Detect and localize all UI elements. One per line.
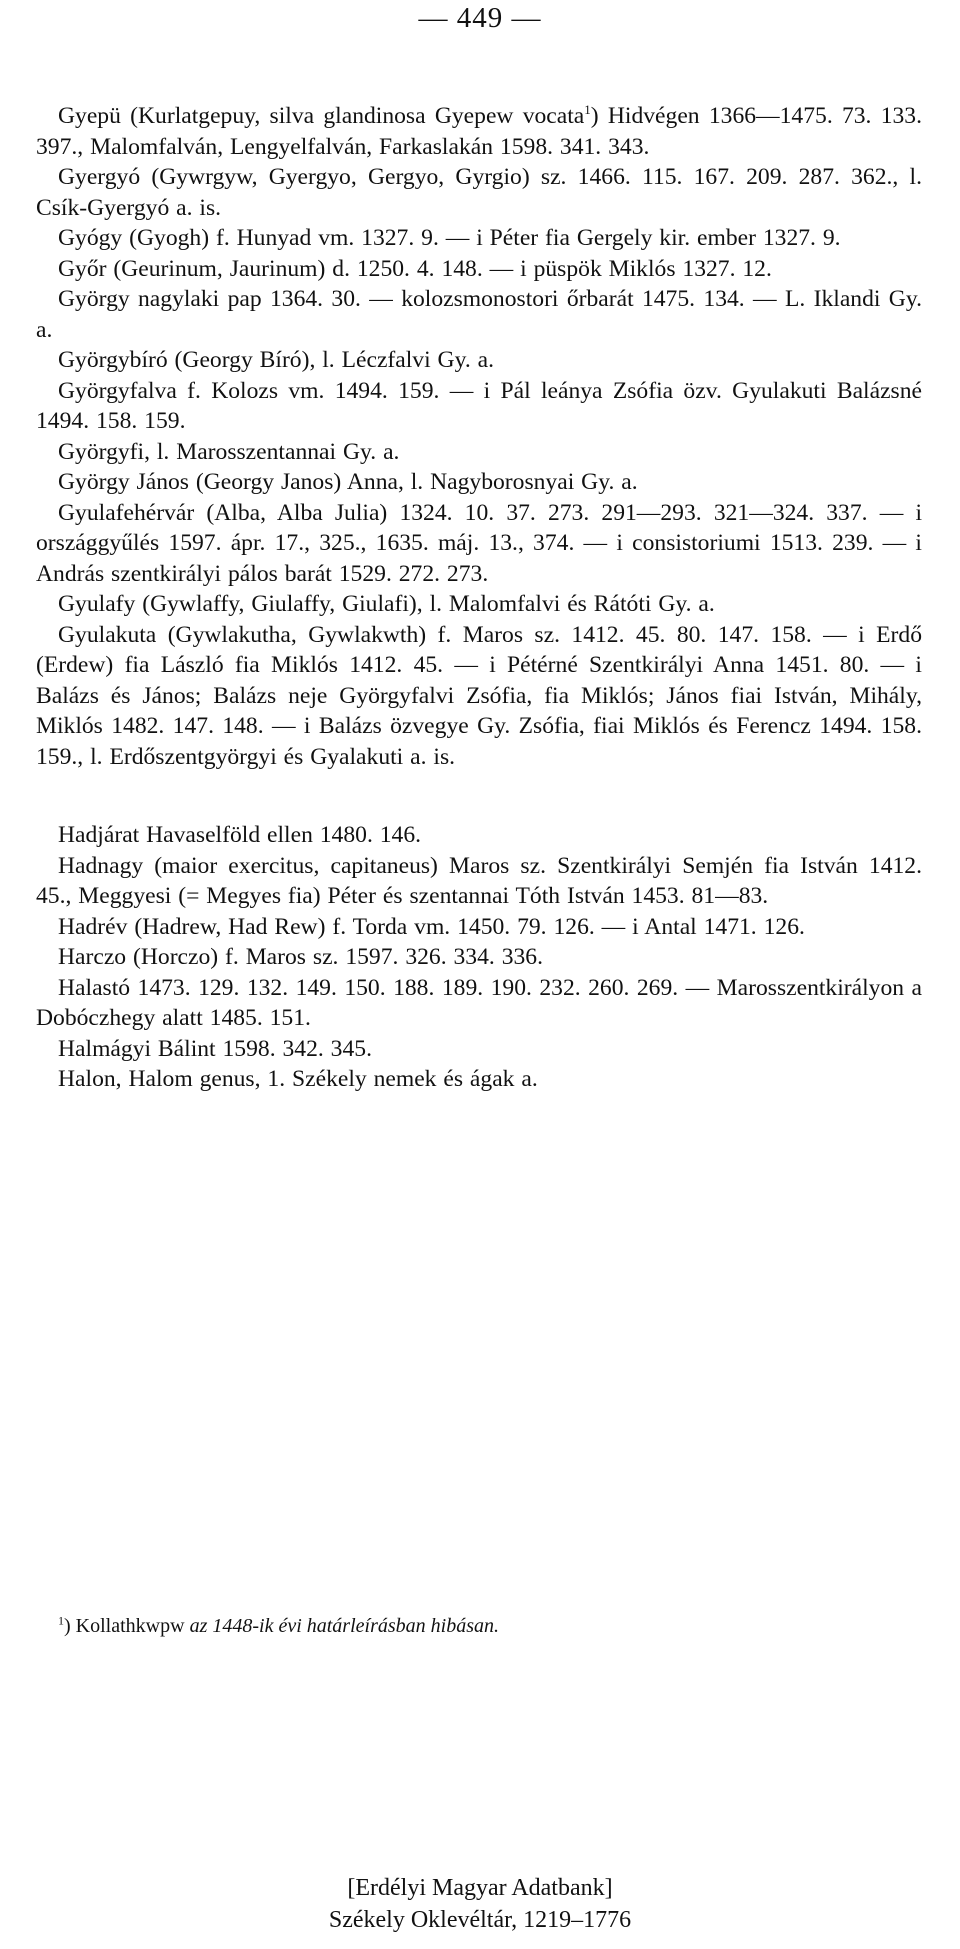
entry-halon: Halon, Halom genus, 1. Székely nemek és ágak a. bbox=[58, 1066, 538, 1092]
entry-hadrev: Hadrév (Hadrew, Had Rew) f. Torda vm. 1450. 79. 126. — i Antal 1471. 126. bbox=[58, 913, 805, 940]
entry-halasto: Halastó 1473. 129. 132. 149. 150. 188. 189. 190. 232. 260. 269. — Marosszentkirályon a Dobóczhegy alatt 1485. 151. bbox=[36, 974, 922, 1031]
entry-list bbox=[36, 101, 922, 1095]
entry-gyorgyfalva: Györgyfalva f. Kolozs vm. 1494. 159. — i Pál leánya Zsófia özv. Gyulakuti Balázsné 1494. 158. 159. bbox=[36, 377, 922, 434]
entry-gyogy: Gyógy (Gyogh) f. Hunyad vm. 1327. 9. — i Péter fia Gergely kir. ember 1327. 9. bbox=[58, 225, 841, 251]
footnote-description: az 1448-ik évi határleírásban hibásan. bbox=[189, 1615, 499, 1637]
entry-hadnagy: Hadnagy (maior exercitus, capitaneus) Maros sz. Szentkirályi Semjén fia István 1412. 45., Meggyesi (= Megyes fia) Péter és szentannai Tóth István 1453. 81—83. bbox=[36, 852, 922, 909]
entry-gyulafehervar: Gyulafehérvár (Alba, Alba Julia) 1324. 10. 37. 273. 291—293. 321—324. 337. — i országgyűlés 1597. ápr. 17., 325., 1635. máj. 13., 374. — i consistoriumi 1513. 239. — i András szentkirályi pálos barát 1529. 272. 273. bbox=[36, 499, 922, 587]
entry-gyepu: Gyepü (Kurlatgepuy, silva glandinosa Gyepew vocata$^1$) Hidvégen 1366—1475. 73. 133. 397., Malomfalván, Lengyelfalván, Farkaslakán 1598. 341. 343. bbox=[36, 102, 922, 160]
footnote-mark: 1 bbox=[58, 1613, 64, 1628]
entry-gyergyo: Gyergyó (Gywrgyw, Gyergyo, Gergyo, Gyrgio) sz. 1466. 115. 167. 209. 287. 362., l. Csík-Gyergyó a. is. bbox=[36, 164, 922, 221]
entry-harczo: Harczo (Horczo) f. Maros sz. 1597. 326. 334. 336. bbox=[58, 944, 543, 970]
footer-source: [Erdélyi Magyar Adatbank] bbox=[347, 1875, 613, 1901]
footnote-ref: 1 bbox=[584, 102, 591, 118]
footer-title: Székely Oklevéltár, 1219–1776 bbox=[328, 1907, 632, 1933]
section-gap bbox=[36, 772, 922, 820]
page-number: — 449 — bbox=[418, 2, 542, 34]
entry-gyorgybiro: Györgybíró (Georgy Bíró), l. Léczfalvi Gy. a. bbox=[58, 347, 495, 373]
footnote-word: Kollathkwpw bbox=[75, 1615, 185, 1637]
footnote: $^1$) Kollathkwpw az 1448-ik évi határleírásban hibásan. bbox=[58, 1613, 499, 1637]
entry-gyor: Győr (Geurinum, Jaurinum) d. 1250. 4. 148. — i püspök Miklós 1327. 12. bbox=[58, 255, 772, 282]
entry-hadjarat: Hadjárat Havaselföld ellen 1480. 146. bbox=[58, 822, 422, 848]
entry-gyorgyfi: Györgyfi, l. Marosszentannai Gy. a. bbox=[58, 438, 400, 465]
entry-gyorgy-janos: György János (Georgy Janos) Anna, l. Nagyborosnyai Gy. a. bbox=[58, 469, 638, 495]
entry-gyulakuta: Gyulakuta (Gywlakutha, Gywlakwth) f. Maros sz. 1412. 45. 80. 147. 158. — i Erdő (Erdew) fia László fia Miklós 1412. 45. — i Pétérné Szentkirályi Anna 1451. 80. — i Balázs és János; Balázs neje Györgyfalvi Zsófia, fia Miklós; János fiai István, Mihály, Miklós 1482. 147. 148. — i Balázs özvegye Gy. Zsófia, fiai Miklós és Ferencz 1494. 158. 159., l. Erdőszentgyörgyi és Gyalakuti a. is. bbox=[36, 621, 922, 770]
page-footer bbox=[0, 1872, 960, 1936]
entry-gyorgy-pap: György nagylaki pap 1364. 30. — kolozsmonostori őrbarát 1475. 134. — L. Iklandi Gy. a. bbox=[36, 286, 922, 343]
entry-halmagyi: Halmágyi Bálint 1598. 342. 345. bbox=[58, 1035, 372, 1062]
entry-gyulafy: Gyulafy (Gywlaffy, Giulaffy, Giulafi), l. Malomfalvi és Rátóti Gy. a. bbox=[58, 591, 715, 617]
